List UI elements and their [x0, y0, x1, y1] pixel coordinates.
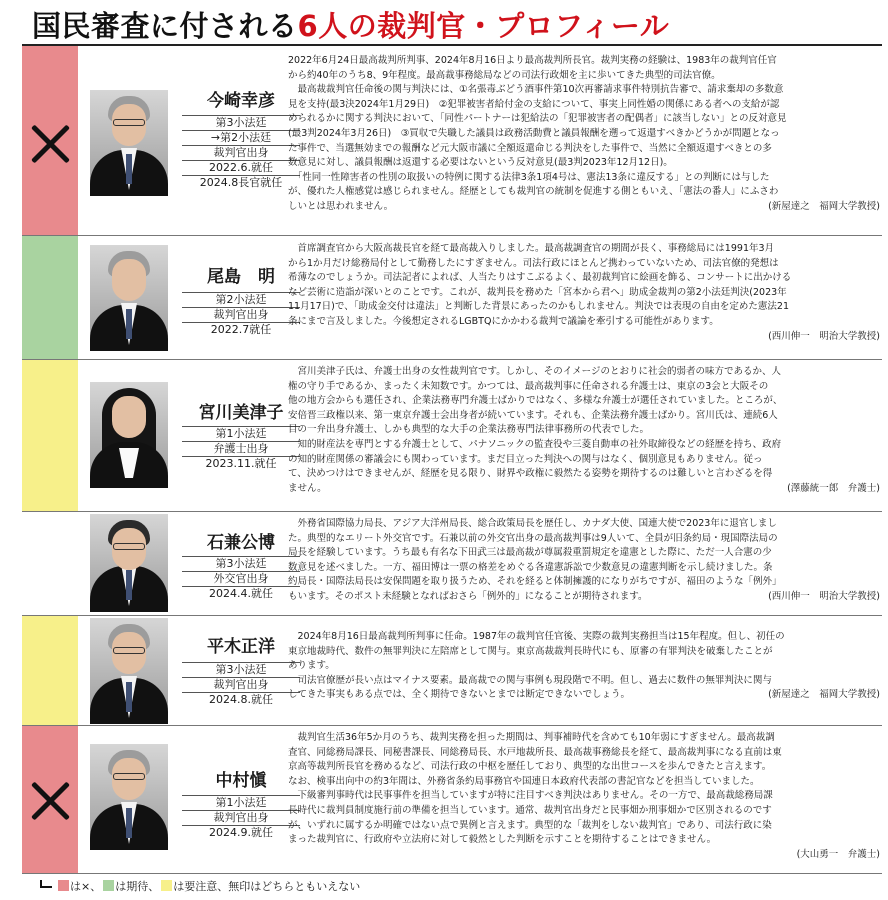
- judge-meta: [182, 426, 300, 471]
- commentary-line: 他の地方会からも選任され、企業法務専門弁護士ばかりではなく、多様な弁護士が選任されていました。ところが、: [288, 395, 783, 407]
- commentary-line: まった裁判官に、行政府や立法府に対して毅然とした判断を示すことを期待することはできません。: [288, 834, 717, 846]
- commentary-line: 下級審判事時代は民事事件を担当していますが特に注目すべき判決はありません。その一方で、最高裁総務局課: [288, 790, 773, 802]
- meta-court: 第1小法廷: [182, 426, 300, 441]
- commentary-line: なお、検事出向中の約3年間は、外務省条約局事務官や国連日本政府代表部の書記官などを担当していました。: [288, 775, 760, 787]
- judge-commentary: [288, 630, 884, 709]
- commentary-line: など芸術に造詣が深いとのことです。これが、裁判長を務めた「宮本から君へ」助成金裁判の第2小法廷判決(2023年: [288, 286, 787, 298]
- judge-photo: [90, 245, 168, 351]
- judge-row: [22, 512, 882, 616]
- commentary-line: 最高裁裁判官任命後の関与判決には、①名張毒ぶどう酒事件第10次再審請求事件特別抗告審で、請求棄却の多数意: [288, 84, 784, 96]
- judge-name: 今崎幸彦: [207, 91, 275, 111]
- judge-name: 平木正洋: [207, 637, 275, 657]
- meta-background: 弁護士出身: [182, 441, 300, 456]
- judge-name: 宮川美津子: [198, 403, 284, 423]
- signature: (大山勇一 弁護士): [796, 848, 880, 860]
- commentary-line: 「性同一性障害者の性別の取扱いの特例に関する法律3条1項4号は、憲法13条に違反する」との判断には与した: [288, 171, 770, 183]
- legend-yellow-label: は要注意、無印はどちらともいえない: [173, 880, 361, 893]
- meta-appointed: 2024.9.就任: [182, 825, 300, 840]
- commentary-line: 2022年6月24日最高裁判所判事、2024年8月16日より最高裁判所長官。裁判実務の経験は、1983年の裁判官任官: [288, 55, 777, 66]
- commentary-line: あります。: [288, 660, 335, 672]
- meta-court-moved: →第2小法廷: [182, 130, 300, 145]
- legend-red-label: は×、: [70, 880, 102, 893]
- judge-commentary: [288, 54, 884, 220]
- commentary-line: が、いずれに属するか明確ではない点で異例と言えます。典型的な「裁判をしない裁判官」であり、司法行政に染: [288, 819, 772, 831]
- meta-background: 外交官出身: [182, 571, 300, 586]
- meta-background: 裁判官出身: [182, 677, 300, 692]
- signature: (澤藤統一郎 弁護士): [787, 482, 880, 494]
- commentary-line: もいます。そのポスト未経験となればおさら「例外的」になることが期待されます。: [288, 590, 648, 602]
- judge-photo: [90, 514, 168, 612]
- judge-commentary: [288, 365, 884, 502]
- title-part-2: 6人の裁判官・プロフィール: [297, 9, 670, 43]
- signature: (西川伸一 明治大学教授): [768, 590, 880, 602]
- commentary-line: 権の守り手であるか、まったく未知数です。かつては、最高裁判事に任命される弁護士は、東京の3会と大阪その: [288, 380, 769, 392]
- commentary-line: 外務省国際協力局長、アジア大洋州局長、総合政策局長を歴任し、カナダ大使、国連大使で2023年に退官しまし: [288, 518, 777, 529]
- meta-court: 第3小法廷: [182, 115, 300, 130]
- commentary-line: 2024年8月16日最高裁判所判事に任命。1987年の裁判官任官後、実際の裁判実務担当は15年程度。但し、初任の: [288, 631, 785, 642]
- legend-green-label: は期待、: [115, 880, 160, 893]
- judge-commentary: [288, 517, 884, 610]
- judge-photo: [90, 382, 168, 488]
- judge-photo: [90, 90, 168, 196]
- commentary-line: 条にまで言及しました。今後想定されるLGBTQにかかわる裁判で議論を牽引する可能性があります。: [288, 315, 719, 327]
- judge-row: [22, 360, 882, 512]
- commentary-line: 局長を経験しています。うち最も有名な下田武三は最高裁が尊属殺重罰規定を違憲とした際に、ただ一人合憲の少: [288, 547, 772, 559]
- commentary-line: の知的財産関係の審議会にも関わっています。まだ目立った判決への関与はなく、個別意見もありません。従っ: [288, 453, 763, 465]
- rating-band-yellow: [22, 360, 78, 511]
- judge-row: [22, 616, 882, 726]
- rating-band-yellow: [22, 616, 78, 725]
- commentary-line: してきた事実もある点では、全く期待できないとまでは断定できないでしょう。: [288, 689, 631, 701]
- corner-arrow-icon: [40, 880, 52, 888]
- meta-appointed: 2022.6.就任: [182, 160, 300, 175]
- commentary-line: められるかに関する判決において、「同性パートナーは犯給法の「犯罪被害者の配偶者」に該当しない」との反対意見: [288, 113, 787, 125]
- commentary-line: ません。: [288, 482, 327, 494]
- commentary-line: 東京地裁時代、数件の無罪判決に左陪席として関与。東京高裁裁判長時代にも、原審の有罪判決を破棄したことが: [288, 645, 773, 657]
- commentary-line: 数意見に対し、議員報酬は返還する必要はないという反対意見(最3判2023年12月12日)。: [288, 157, 673, 169]
- meta-court: 第3小法廷: [182, 662, 300, 677]
- commentary-line: 希薄なのでしょうか。司法記者によれば、人当たりはすこぶるよく、最初裁判官に絵画を飾る、コンサートに出かける: [288, 272, 792, 284]
- meta-appointed: 2023.11.就任: [182, 456, 300, 471]
- judge-name: 石兼公博: [207, 533, 275, 553]
- commentary-line: が、優れた人権感覚は感じられません。経歴としても裁判官の統制を促進する側ともいえ、「憲法の番人」にふさわ: [288, 186, 779, 198]
- judge-row: [22, 236, 882, 360]
- commentary-line: 数意見を述べました。一方、福田博は一票の格差をめぐる各違憲訴訟で少数意見の違憲判断を示し続けました。条: [288, 561, 773, 573]
- commentary-line: 宮川美津子氏は、弁護士出身の女性裁判官です。しかし、そのイメージのとおりに社会的弱者の味方であるか、人: [288, 366, 781, 377]
- judge-meta: [182, 292, 300, 337]
- legend-swatch-green: [103, 880, 114, 891]
- meta-appointed: 2024.8.就任: [182, 692, 300, 707]
- cross-mark-icon: [29, 123, 71, 165]
- legend-swatch-yellow: [161, 880, 172, 891]
- commentary-line: 目の一弁出身弁護士、しかも典型的な大手の企業法務専門法律事務所の代表でした。: [288, 424, 650, 436]
- meta-court: 第3小法廷: [182, 556, 300, 571]
- title-part-1: 国民審査に付される: [32, 9, 298, 43]
- commentary-line: 査官、同総務局課長、同秘書課長、同総務局長、水戸地裁所長、最高裁事務総長を経て、最高裁判事になる直前は東: [288, 746, 782, 758]
- judge-name: 中村愼: [215, 771, 267, 791]
- commentary-line: 約局長・国際法局長は安保問題を取り扱うため、それを経ると体制擁護的になりがちですが、福田のような「例外」: [288, 576, 782, 588]
- commentary-line: 安倍晋三政権以来、第一東京弁護士会出身者が続いています。それも、企業法務弁護士ばかり。宮川氏は、連続6人: [288, 409, 778, 421]
- commentary-line: (最3判2024年3月26日) ③買収で失職した議員は政務活動費と議員報酬を遡って返還すべきかどうかが問題となっ: [288, 127, 780, 139]
- meta-background: 裁判官出身: [182, 810, 300, 825]
- judge-meta: [182, 662, 300, 707]
- meta-background: 裁判官出身: [182, 145, 300, 160]
- commentary-line: 司法官僚歴が長い点はマイナス要素。最高裁での関与事例も現段階で不明。但し、過去に数件の無罪判決に関与: [288, 674, 772, 686]
- meta-appointed: 2022.7就任: [182, 322, 300, 337]
- commentary-line: 京高等裁判所長官を務めるなど、司法行政の中枢を歴任しており、典型的な出世コースを歩んできたと言えます。: [288, 761, 772, 773]
- commentary-line: た。典型的なエリート外交官です。石兼以前の外交官出身の最高裁判事は9人いて、全員が旧条約局・現国際法局の: [288, 532, 778, 544]
- judge-row: [22, 726, 882, 874]
- commentary-line: 首席調査官から大阪高裁長官を経て最高裁入りしました。最高裁調査官の期間が長く、事務総局には1991年3月: [288, 243, 775, 254]
- commentary-line: て、決めつけはできませんが、経歴を見る限り、財界や政権に毅然たる姿勢を期待するのは難しいと言わざるを得: [288, 468, 773, 480]
- signature: (新屋達之 福岡大学教授): [768, 200, 880, 212]
- commentary-line: しいとは思われません。: [288, 200, 394, 212]
- judge-meta: [182, 795, 300, 840]
- commentary-line: 見を支持(最3決2024年1月29日) ②犯罪被害者給付金の支給について、事実上同性婚の関係にある者への支給が認: [288, 98, 780, 110]
- signature: (新屋達之 福岡大学教授): [768, 689, 880, 701]
- judge-photo: [90, 618, 168, 724]
- judge-meta: [182, 556, 300, 601]
- meta-court: 第1小法廷: [182, 795, 300, 810]
- judge-meta: [182, 115, 300, 190]
- meta-background: 裁判官出身: [182, 307, 300, 322]
- meta-court: 第2小法廷: [182, 292, 300, 307]
- judge-commentary: [288, 731, 884, 862]
- rating-band-none: [22, 512, 78, 615]
- judge-name: 尾島 明: [207, 267, 275, 287]
- commentary-line: た事件で、当選無効までの報酬など元大阪市議に全額返還命じる判決をした事件で、当然に全額返還すべきとの多: [288, 142, 772, 154]
- commentary-line: 長時代に裁判員制度施行前の準備を担当しています。通常、裁判官出身だと民事畑か刑事畑かで区別されるのです: [288, 804, 772, 816]
- cross-mark-icon: [29, 780, 71, 822]
- meta-appointed: 2024.4.就任: [182, 586, 300, 601]
- legend-swatch-red: [58, 880, 69, 891]
- page-title: [32, 4, 670, 43]
- meta-chief-appointed: 2024.8長官就任: [182, 175, 300, 190]
- commentary-line: から約40年のうち8、9年程度。最高裁事務総局などの司法行政畑を主に歩いてきた典型的司法官僚。: [288, 69, 721, 81]
- judge-photo: [90, 744, 168, 850]
- commentary-line: から1か月だけ総務局付として勤務したにすぎません。司法行政にほとんど携わっていないため、司法官僚的発想は: [288, 257, 779, 269]
- judge-row: [22, 46, 882, 236]
- commentary-line: 知的財産法を専門とする弁護士として、パナソニックの監査役や三菱自動車の社外取締役などの経歴を持ち、政府: [288, 438, 782, 450]
- commentary-line: 11月17日)で、「助成金交付は違法」と判断した背景にあったのかもしれません。判決では表現の自由を定めた憲法21: [288, 301, 790, 313]
- rating-band-green: [22, 236, 78, 359]
- signature: (西川伸一 明治大学教授): [768, 330, 880, 342]
- commentary-line: 裁判官生活36年5か月のうち、裁判実務を担った期間は、判事補時代を含めても10年弱にすぎません。最高裁調: [288, 732, 775, 743]
- legend: [40, 879, 360, 895]
- judge-commentary: [288, 242, 884, 344]
